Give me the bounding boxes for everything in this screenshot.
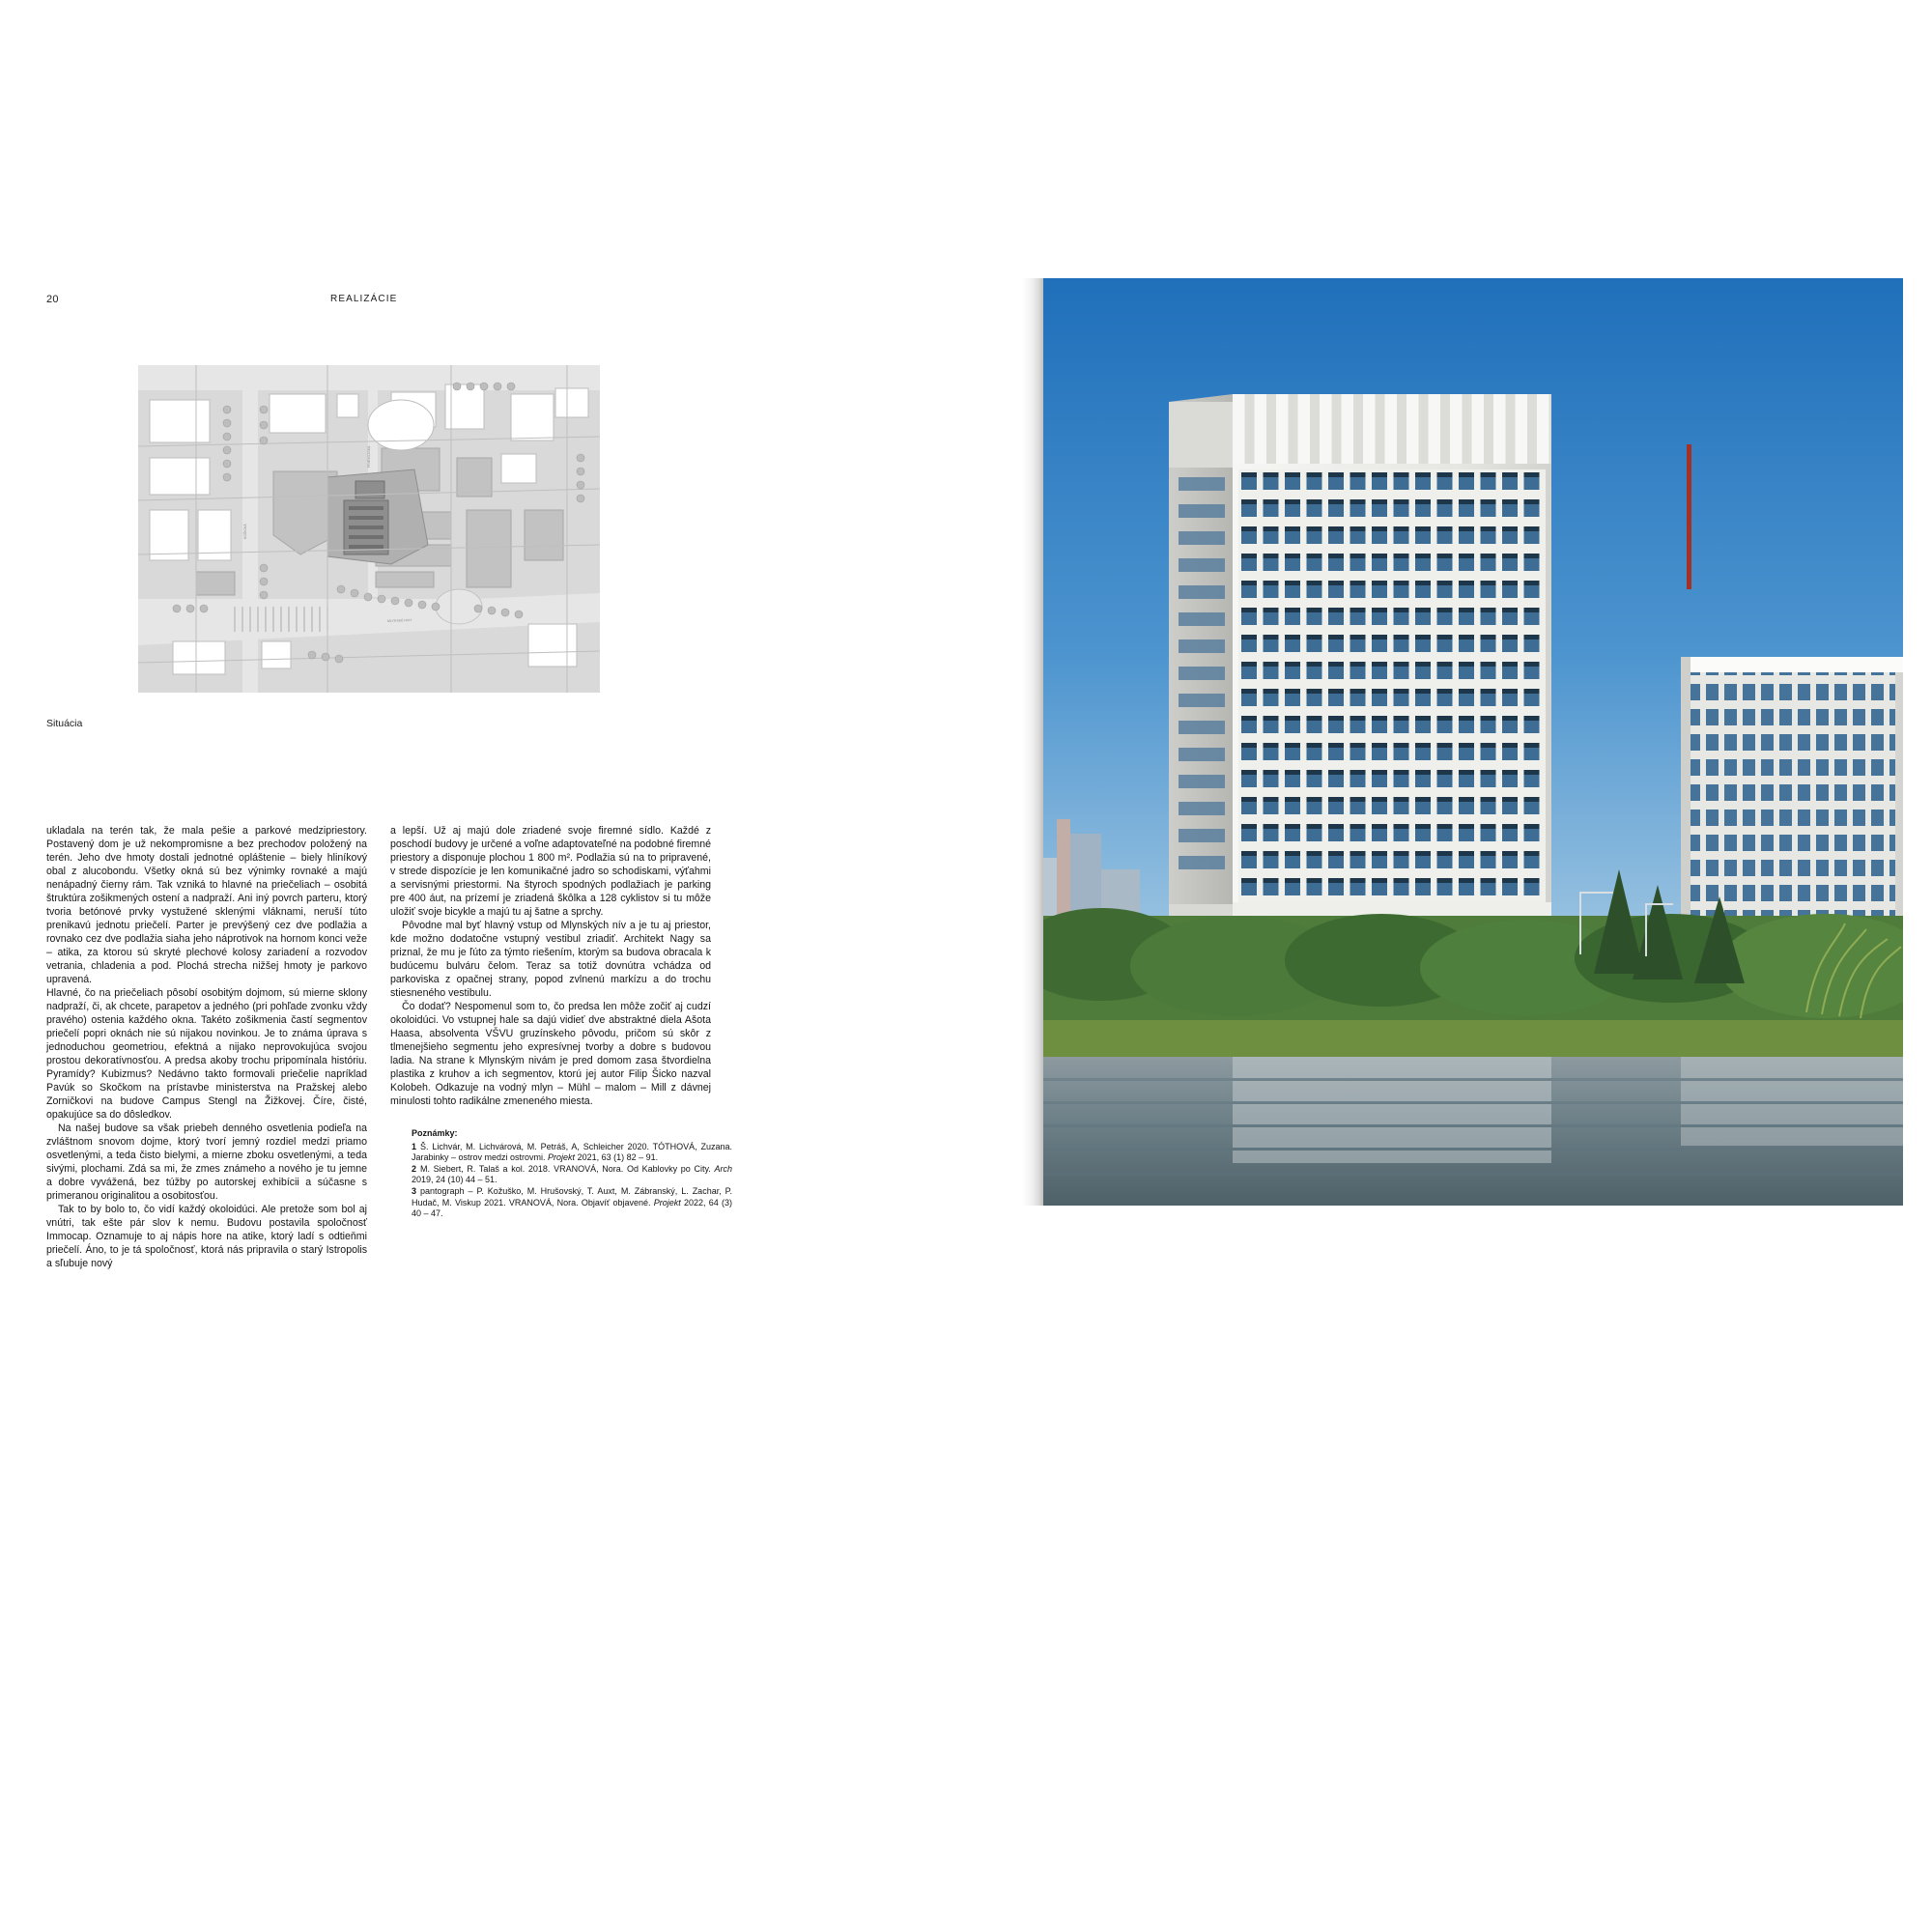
main-tower	[1169, 394, 1551, 962]
crane-mast	[1687, 444, 1691, 589]
page-gutter-shadow	[1022, 278, 1043, 1206]
running-head: REALIZÁCIE	[330, 294, 398, 304]
footnote-item	[412, 1186, 732, 1220]
footnote-text-tail: 2021, 63 (1) 82 – 91.	[575, 1152, 659, 1163]
footnote-number: 1	[412, 1141, 417, 1151]
lawn	[1043, 1020, 1903, 1063]
footnote-text-tail: 2022, 64 (3) 40 – 47.	[412, 1197, 732, 1219]
paragraph: a lepší. Už aj majú dole zriadené svoje firemné sídlo. Každé z poschodí budovy je určené a voľne adaptovateľné na podobné firemné priestory a disponuje plochou 1 800 m². Podlažia sú na to pripravené, v strede dispozície je len komunikačné jadro so schodiskami, výťahmi a servisnými priestormi. Na štyroch spodných podlažiach je parking pre 400 áut, na prízemí je zriadená škôlka a 128 cyklistov si tu môže uložiť svoje bicykle a majú tu aj šatne a sprchy.	[390, 825, 711, 918]
svg-text:PRIEVOZSKÁ: PRIEVOZSKÁ	[367, 445, 371, 468]
figure-caption: Situácia	[46, 718, 83, 729]
svg-text:KOŠICKÁ: KOŠICKÁ	[243, 524, 247, 539]
text-column-left	[46, 824, 367, 1270]
footnote-text: Š. Lichvár, M. Lichvárová, M. Petráš, A, Schleicher 2020. TÓTHOVÁ, Zuzana. Jarabinky – ostrov medzi ostrovmi.	[412, 1141, 732, 1163]
paragraph: Hlavné, čo na priečeliach pôsobí osobitým dojmom, sú mierne sklony nadpraží, či, ak chcete, parapetov a jedného (pri pohľade zvonku vždy pravého) ostenia každého okna. Takéto zošikmenia častí segmentov priečelí popri oknách nie sú nijakou novinkou. Je to známa úprava s jednoduchou geometriou, efektná a nijako neprovokujúca svojou prostou dekoratívnosťou. A predsa akoby trochu pripomínala históriu. Pyramídy? Kubizmus? Nedávno takto formovali priečelie napríklad Pavúk so Skočkom na prístavbe ministerstva na Pražskej alebo Zorničkovi na budove Campus Stengl na Žižkovej. Číre, čisté, opakujúce sa do dôsledkov.	[46, 987, 367, 1121]
footnote-text: M. Siebert, R. Talaš a kol. 2018. VRANOVÁ, Nora. Od Kablovky po City.	[420, 1163, 715, 1174]
book-spread	[29, 278, 1903, 1269]
paragraph: Pôvodne mal byť hlavný vstup od Mlynských nív a je tu aj priestor, kde možno dodatočne vstupný vestibul zriadiť. Architekt Nagy sa priznal, že mu je ľúto za týmto riešením, ktorým sa budova obracala k budúcemu bulváru čelom. Teraz sa totiž dovnútra vchádza od parkoviska z opačnej strany, popod zvlnenú markízu a do trochu stiesneného vestibulu.	[390, 920, 711, 999]
paragraph: ukladala na terén tak, že mala pešie a parkové medzipriestory. Postavený dom je už nekompromisne a bez prechodov položený na terén. Jeho dve hmoty dostali jednotné opláštenie – biely hliníkový obal z alucobondu. Všetky okná sú bez výnimky rovnaké a majú nenápadný čierny rám. Tak vzniká to hlavné na priečeliach – osobitá štruktúra zošikmených ostení a nadpraží. Ani iný povrch parteru, ktorý tvoria betónové prvky vystužené sklenými vláknami, neruší túto prenikavú jednotu priečelí. Parter je prevýšený cez dve podlažia a rovnako cez dve podlažia siaha jeho náprotivok na hornom konci veže – atika, za ktorou sú skryté plechové kolosy zariadení a rozvodov vetrania, chladenia a pod. Plochá strecha nižšej hmoty je parkovo upravená.	[46, 825, 367, 985]
footnote-item	[412, 1164, 732, 1186]
paragraph: Tak to by bolo to, čo vidí každý okoloidúci. Ale pretože som bol aj vnútri, tak ešte pár slov k nemu. Budovu postavila spoločnosť Immocap. Oznamuje to aj nápis hore na atike, ktorý ladí s odtieňmi priečelí. Áno, to je tá spoločnosť, ktorá nás pripravila o starý Istropolis a sľubuje nový	[46, 1204, 367, 1269]
site-plan-drawing	[138, 365, 600, 693]
footnote-number: 2	[412, 1163, 417, 1174]
right-page-photo	[1043, 278, 1903, 1206]
site-plan-figure	[138, 365, 600, 693]
paragraph: Na našej budove sa však priebeh denného osvetlenia podieľa na zvláštnom snovom dojme, ktorý tvorí jemný rozdiel medzi priamo osvetlenými, a teda čisto bielymi, a mierne zboku osvetlenými, a teda sivými, plochami. Zdá sa mi, že zmes známeho a nového je tu jemne a dobre vyvážená, bez túžby po autorskej exhibícii a súčasne s primeranou originalitou a osobitosťou.	[46, 1122, 367, 1202]
page-number: 20	[46, 294, 59, 305]
footnote-source: Projekt	[653, 1197, 681, 1208]
footnotes	[412, 1128, 732, 1220]
building-photograph	[1043, 278, 1903, 1206]
footnote-source: Projekt	[548, 1152, 576, 1163]
left-page	[29, 278, 1043, 1269]
footnote-text: pantograph – P. Kožuško, M. Hrušovský, T. Auxt, M. Zábranský, L. Zachar, P. Hudač, M. Viskup 2021. VRANOVÁ, Nora. Objavíť objavené.	[412, 1185, 732, 1208]
footnote-text-tail: 2019, 24 (10) 44 – 51.	[412, 1175, 497, 1185]
paragraph: Čo dodať? Nespomenul som to, čo predsa len môže zočiť aj cudzí okoloidúci. Vo vstupnej hale sa dajú vidieť dve abstraktné diela Ašota Haasa, absolventa VŠVU gruzínskeho pôvodu, pričom sú skôr z tlmenejšieho segmentu jeho expresívnej tvorby a dobre s budovou ladia. Na strane k Mlynským nivám je pred domom zasa štvordielna plastika z kruhov a ich segmentov, ktorú jej autor Filip Šicko nazval Kolobeh. Odkazuje na vodný mlyn – Mühl – malom – Mill z dávnej minulosti tohto radikálne zmeneného miesta.	[390, 1001, 711, 1107]
svg-text:MLYNSKÉ NIVY: MLYNSKÉ NIVY	[386, 618, 412, 623]
footnote-item	[412, 1142, 732, 1164]
footnotes-title: Poznámky:	[412, 1128, 458, 1138]
footnote-number: 3	[412, 1185, 417, 1196]
footnote-source: Arch	[714, 1163, 732, 1174]
